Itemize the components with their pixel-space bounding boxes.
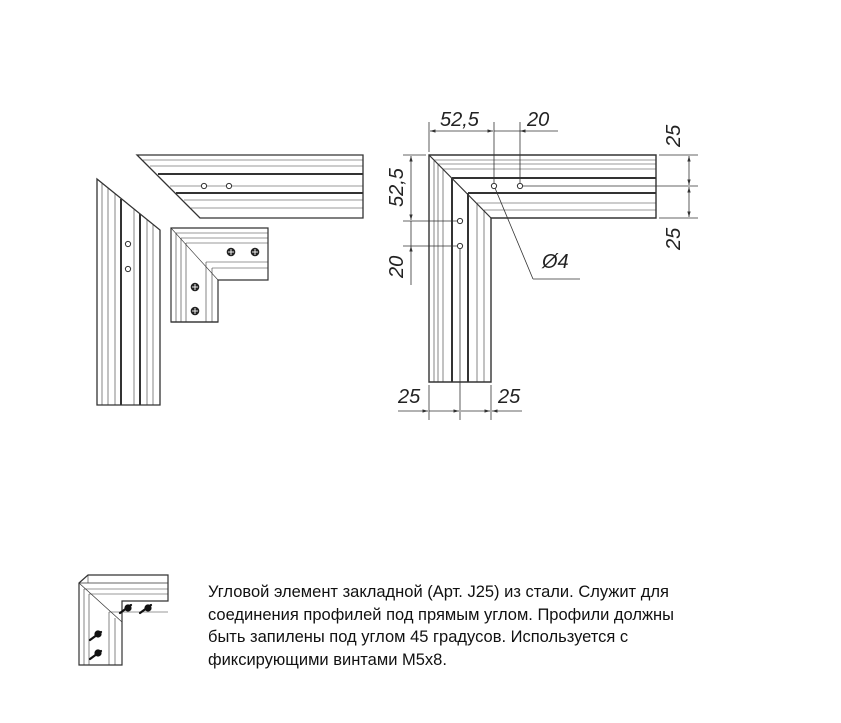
dim-hole-diameter: Ø4 — [542, 251, 569, 273]
dim-top-left: 52,5 — [440, 109, 479, 131]
exploded-view — [97, 155, 363, 405]
description-line: фиксирующими винтами M5x8. — [208, 650, 447, 669]
dim-top-right: 20 — [527, 109, 550, 131]
dim-left-upper: 52,5 — [386, 168, 408, 207]
description-line: соединения профилей под прямым углом. Профили должны — [208, 605, 674, 624]
dim-bottom-right: 25 — [498, 386, 521, 408]
corner-element — [171, 228, 268, 322]
dim-left-lower: 20 — [386, 255, 408, 278]
description-line: быть запилены под углом 45 градусов. Используется с — [208, 628, 629, 646]
dim-right-upper: 25 — [663, 124, 685, 147]
horizontal-profile — [137, 155, 363, 218]
vertical-profile — [97, 179, 160, 405]
description-text — [208, 581, 768, 671]
corner-thumbnail — [79, 575, 168, 665]
dim-right-lower: 25 — [663, 227, 685, 250]
dim-bottom-left: 25 — [398, 386, 421, 408]
description-line: Угловой элемент закладной (Арт. J25) из стали. Служит для — [208, 583, 669, 601]
